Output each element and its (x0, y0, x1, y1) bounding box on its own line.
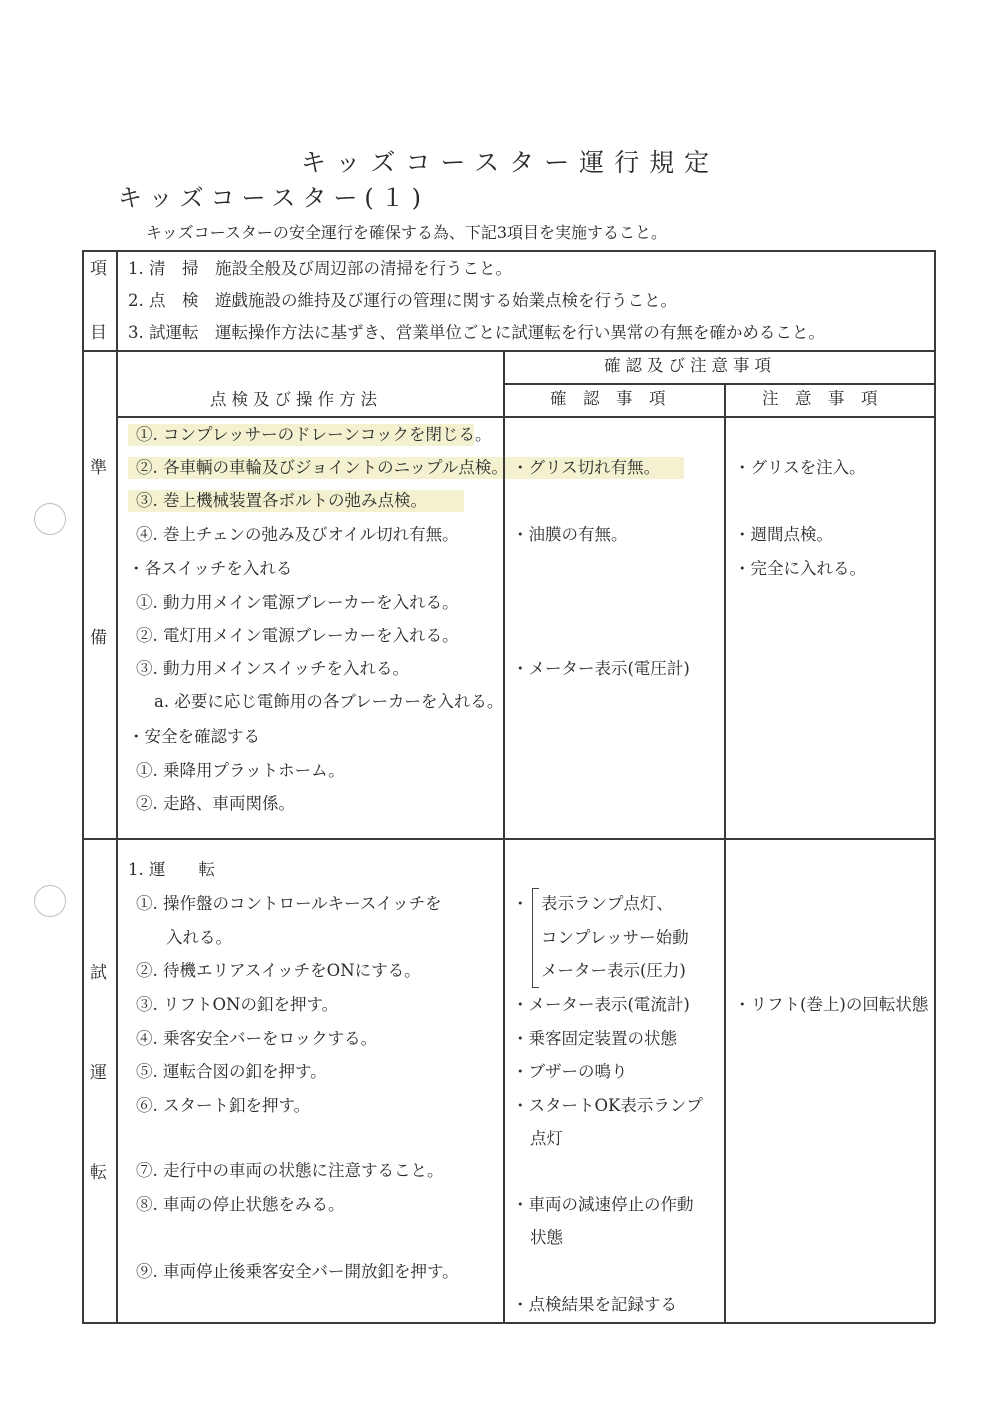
test-check-restraint: ・乗客固定装置の状態 (512, 1029, 677, 1048)
test-check-ammeter: ・メーター表示(電流計) (512, 995, 690, 1014)
side-label-test-3: 転 (90, 1163, 107, 1183)
side-label-items-2: 目 (90, 323, 107, 343)
binder-hole-top (34, 503, 66, 535)
prep-step-3: ③. 巻上機械装置各ボルトの弛み点検。 (136, 491, 427, 510)
test-caution-lift: ・リフト(巻上)の回転状態 (734, 995, 929, 1014)
prep-check-grease: ・グリス切れ有無。 (512, 458, 661, 477)
side-label-prep-1: 準 (90, 458, 107, 478)
item-row-cleaning: 1. 清 掃 施設全般及び周辺部の清掃を行うこと。 (128, 259, 512, 278)
prep-switch-3: ③. 動力用メインスイッチを入れる。 (136, 659, 410, 678)
prep-switch-2: ②. 電灯用メイン電源ブレーカーを入れる。 (136, 626, 459, 645)
prep-switch-1: ①. 動力用メイン電源ブレーカーを入れる。 (136, 593, 459, 612)
test-check-start-lamp: ・スタートOK表示ランプ (512, 1096, 703, 1115)
intro-text: キッズコースターの安全運行を確保する為、下記3項目を実施すること。 (146, 223, 668, 242)
bracket-mark (532, 888, 539, 988)
test-step-8: ⑧. 車両の停止状態をみる。 (136, 1195, 345, 1214)
side-label-test-1: 試 (90, 963, 107, 983)
test-check-pressure: メーター表示(圧力) (541, 961, 686, 980)
page-title: キッズコースター運行規定 (300, 148, 720, 177)
prep-safety-heading: ・安全を確認する (128, 727, 260, 746)
test-check-buzzer: ・ブザーの鳴り (512, 1062, 628, 1081)
test-step-1-cont: 入れる。 (166, 928, 232, 947)
side-label-items-1: 項 (90, 259, 107, 279)
header-method: 点検及び操作方法 (210, 390, 382, 409)
test-step-7: ⑦. 走行中の車両の状態に注意すること。 (136, 1161, 444, 1180)
test-heading: 1. 運 転 (128, 860, 215, 879)
prep-safety-1: ①. 乗降用プラットホーム。 (136, 761, 345, 780)
test-step-1: ①. 操作盤のコントロールキースイッチを (136, 894, 442, 913)
test-check-lamp: 表示ランプ点灯、 (541, 894, 673, 913)
test-step-5: ⑤. 運転合図の釦を押す。 (136, 1062, 327, 1081)
test-step-3: ③. リフトONの釦を押す。 (136, 995, 339, 1014)
prep-caution-grease: ・グリスを注入。 (734, 458, 866, 477)
prep-switch-heading: ・各スイッチを入れる (128, 559, 293, 578)
bracket-bullet: ・ (512, 894, 529, 913)
binder-hole-bottom (34, 885, 66, 917)
prep-caution-weekly: ・週間点検。 (734, 525, 833, 544)
test-check-deceleration-cont: 状態 (530, 1228, 563, 1247)
header-caution: 注 意 事 項 (762, 389, 878, 408)
prep-check-oil: ・油膜の有無。 (512, 525, 628, 544)
test-step-6: ⑥. スタート釦を押す。 (136, 1096, 311, 1115)
item-row-inspection: 2. 点 検 遊戯施設の維持及び運行の管理に関する始業点検を行うこと。 (128, 291, 677, 310)
prep-switch-3a: a. 必要に応じ電飾用の各ブレーカーを入れる。 (154, 692, 504, 711)
test-check-start-lamp-cont: 点灯 (530, 1129, 563, 1148)
prep-step-4: ④. 巻上チェンの弛み及びオイル切れ有無。 (136, 525, 459, 544)
test-step-4: ④. 乗客安全バーをロックする。 (136, 1029, 378, 1048)
page-subtitle: キッズコースター(１) (118, 184, 429, 212)
prep-caution-fully-on: ・完全に入れる。 (734, 559, 866, 578)
prep-safety-2: ②. 走路、車両関係。 (136, 794, 295, 813)
prep-check-voltmeter: ・メーター表示(電圧計) (512, 659, 690, 678)
header-check: 確 認 事 項 (550, 389, 666, 408)
test-check-deceleration: ・車両の減速停止の作動 (512, 1195, 694, 1214)
prep-step-1: ①. コンプレッサーのドレーンコックを閉じる。 (136, 425, 492, 444)
side-label-test-2: 運 (90, 1063, 107, 1083)
prep-step-2: ②. 各車輌の車輪及びジョイントのニップル点検。 (136, 458, 508, 477)
test-step-2: ②. 待機エリアスイッチをONにする。 (136, 961, 421, 980)
side-label-prep-2: 備 (90, 628, 107, 648)
item-row-test-run: 3. 試運転 運転操作方法に基ずき、営業単位ごとに試運転を行い異常の有無を確かめること。 (128, 323, 825, 342)
header-group: 確認及び注意事項 (604, 356, 776, 375)
test-check-compressor: コンプレッサー始動 (541, 928, 689, 947)
test-step-9: ⑨. 車両停止後乗客安全バー開放釦を押す。 (136, 1262, 459, 1281)
test-check-record: ・点検結果を記録する (512, 1295, 677, 1314)
